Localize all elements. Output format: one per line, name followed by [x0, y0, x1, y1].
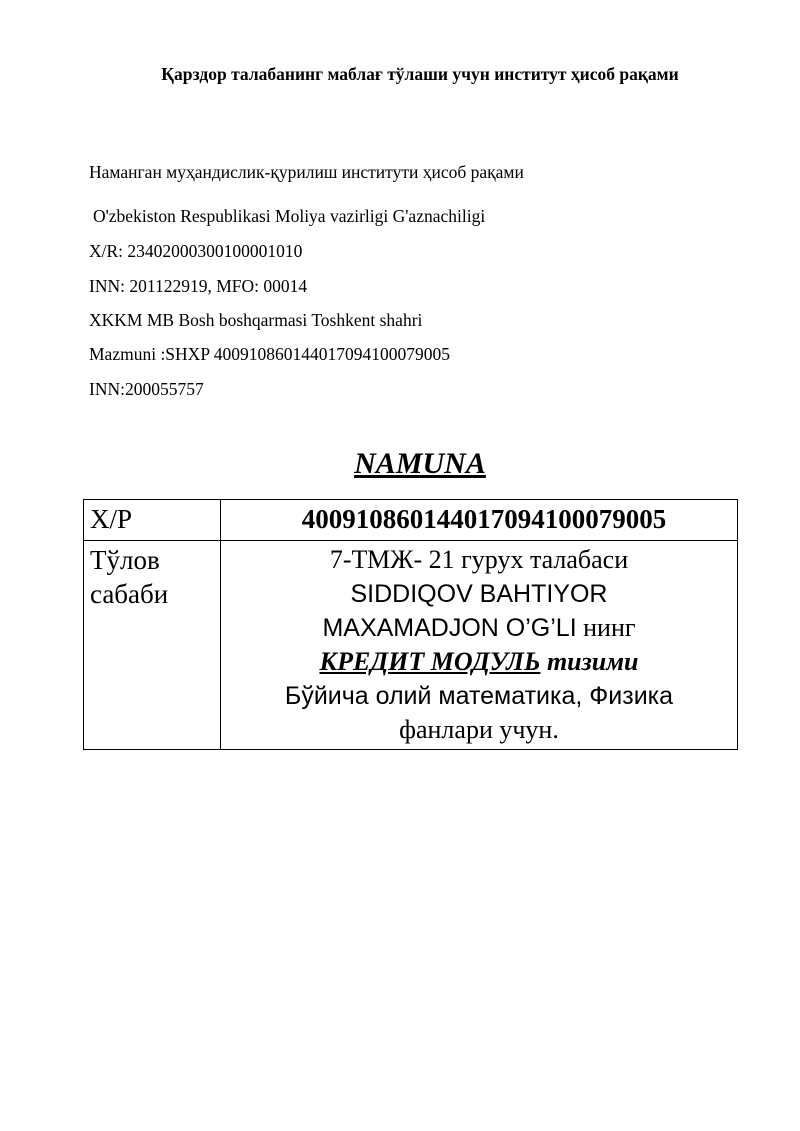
reason-line-system — [221, 645, 737, 679]
account-number: X/R: 23402000300100001010 — [89, 241, 303, 261]
inn-second: INN:200055757 — [89, 379, 204, 399]
student-patronymic: MAXAMADJON O’G’LI — [322, 614, 577, 642]
system-word: тизими — [540, 647, 639, 676]
table-row — [84, 500, 738, 541]
payment-content: Mazmuni :SHXP 400910860144017094100079005 — [89, 344, 451, 364]
document-title: Қарздор талабанинг маблағ тўлаши учун институт ҳисоб рақами — [161, 64, 679, 84]
reason-line-end: фанлари учун. — [399, 715, 559, 744]
genitive-suffix: нинг — [576, 613, 636, 642]
credit-module-text: КРЕДИТ МОДУЛЬ — [319, 647, 541, 676]
reason-line-student-name: SIDDIQOV BAHTIYOR — [350, 580, 608, 608]
xr-label-cell — [84, 500, 221, 541]
xr-value-cell — [221, 500, 738, 541]
reason-line-subjects: Бўйича олий математика, Физика — [284, 682, 674, 710]
xr-label: Х/Р — [90, 504, 133, 534]
treasury-name: O'zbekiston Respublikasi Moliya vazirligi G'aznachiligi — [93, 206, 486, 226]
institute-account-heading: Наманган муҳандислик-қурилиш институти ҳисоб рақами — [89, 162, 524, 182]
reason-line-group: 7-ТМЖ- 21 гурух талабаси — [329, 545, 629, 574]
payment-reason-label-cell — [84, 541, 221, 750]
table-row — [84, 541, 738, 750]
bank-branch: XKKM MB Bosh boshqarmasi Toshkent shahri — [89, 310, 423, 330]
payment-reason-text — [221, 541, 737, 749]
sample-table — [83, 499, 738, 750]
payment-reason-cell — [221, 541, 738, 750]
reason-line-patronymic — [221, 611, 737, 645]
payment-reason-label-line2: сабаби — [90, 579, 169, 609]
xr-value: 400910860144017094100079005 — [301, 504, 667, 534]
inn-mfo: INN: 201122919, MFO: 00014 — [89, 276, 308, 296]
sample-heading: NAMUNA — [354, 447, 486, 480]
payment-reason-label-line1: Тўлов — [90, 545, 160, 575]
